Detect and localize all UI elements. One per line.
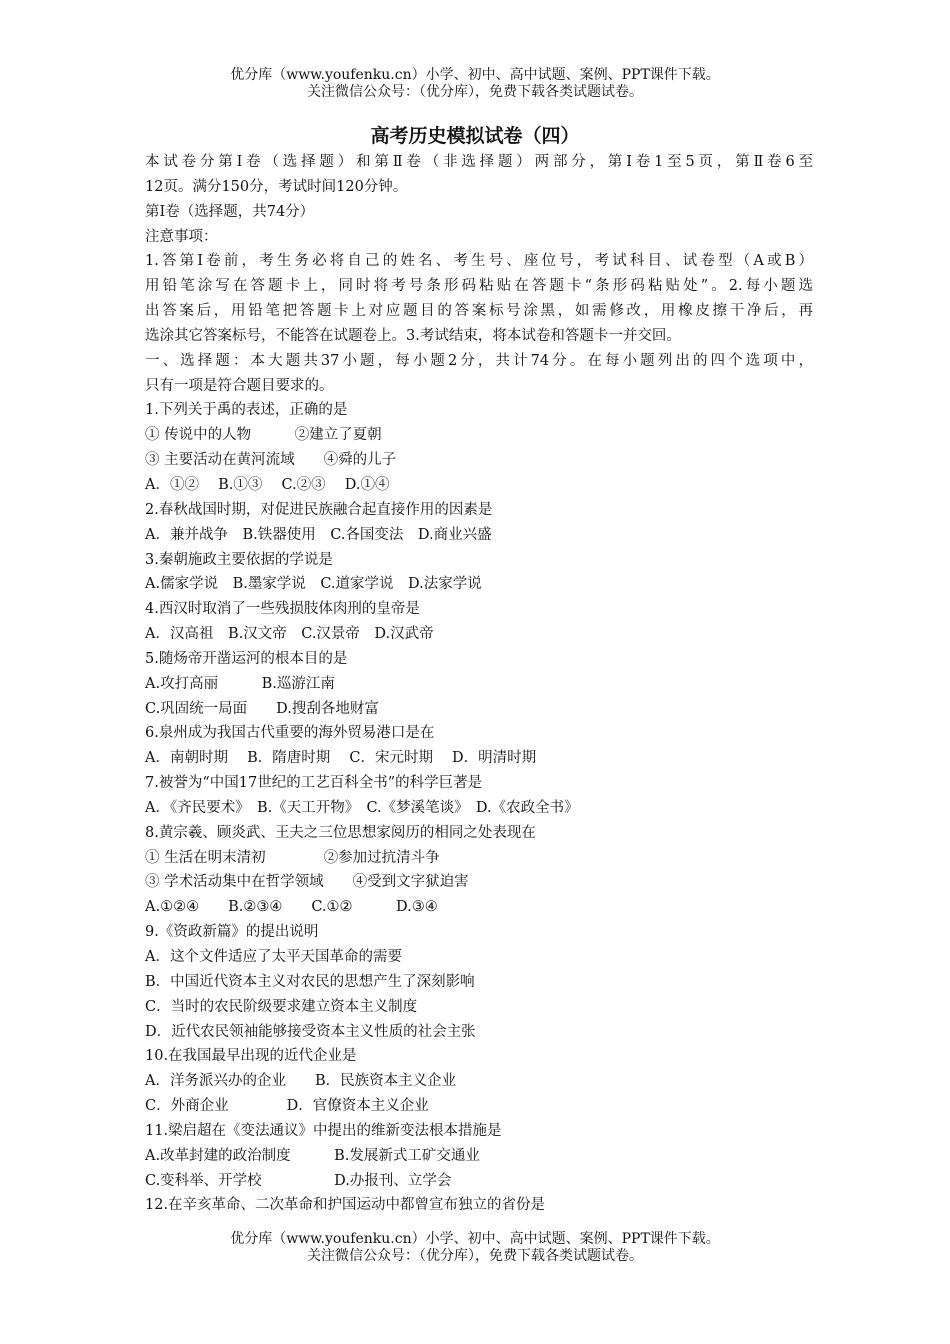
notes-line: 出答案后，用铅笔把答题卡上对应题目的答案标号涂黑，如需修改，用橡皮擦干净后，再 (145, 303, 813, 320)
answer-options: A.①②④ B.②③④ C.①② D.③④ (145, 899, 438, 916)
notes-heading: 注意事项： (145, 228, 218, 245)
notes-line: 选涂其它答案标号，不能答在试题卷上。3.考试结束，将本试卷和答题卡一并交回。 (145, 327, 681, 344)
footer-line-2: 关注微信公众号：（优分库），免费下载各类试题试卷。 (307, 1248, 643, 1264)
answer-options: A.改革封建的政治制度 B.发展新式工矿交通业 (145, 1147, 480, 1164)
question-stem: 9.《资政新篇》的提出说明 (145, 924, 319, 941)
answer-option: B．中国近代资本主义对农民的思想产生了深刻影响 (145, 973, 475, 990)
question-stem: 12.在辛亥革命、二次革命和护国运动中都曾宣布独立的省份是 (145, 1197, 546, 1214)
notes-line: 1.答第Ⅰ卷前，考生务必将自己的姓名、考生号、座位号，考试科目、试卷型（A或B） (145, 253, 813, 270)
document-title: 高考历史模拟试卷（四） (370, 125, 580, 147)
footer-line-1: 优分库（www.youfenku.cn）小学、初中、高中试题、案例、PPT课件下载。 (230, 1231, 720, 1247)
question-statement: ① 传说中的人物 ②建立了夏朝 (145, 427, 382, 444)
question-stem: 10.在我国最早出现的近代企业是 (145, 1048, 357, 1065)
answer-options: A.攻打高丽 B.巡游江南 (145, 675, 335, 692)
answer-option: C．当时的农民阶级要求建立资本主义制度 (145, 998, 418, 1015)
question-stem: 2.春秋战国时期，对促进民族融合起直接作用的因素是 (145, 501, 493, 518)
answer-options: C.变科举、开学校 D.办报刊、立学会 (145, 1172, 452, 1189)
question-stem: 4.西汉时取消了一些残损肢体肉刑的皇帝是 (145, 601, 420, 618)
question-stem: 6.泉州成为我国古代重要的海外贸易港口是在 (145, 725, 435, 742)
answer-options: A．洋务派兴办的企业 B．民族资本主义企业 (145, 1073, 457, 1090)
question-statement: ③ 主要活动在黄河流域 ④舜的儿子 (145, 452, 397, 469)
question-stem: 5.随炀帝开凿运河的根本目的是 (145, 650, 348, 667)
question-stem: 1.下列关于禹的表述，正确的是 (145, 402, 348, 419)
answer-options: A．汉高祖 B.汉文帝 C.汉景帝 D.汉武帝 (145, 626, 434, 643)
question-statement: ③ 学术活动集中在哲学领域 ④受到文字狱迫害 (145, 874, 469, 891)
notes-line: 用铅笔涂写在答题卡上，同时将考号条形码粘贴在答题卡“条形码粘贴处”。2.每小题选 (145, 278, 813, 295)
answer-option: D．近代农民领袖能够接受资本主义性质的社会主张 (145, 1023, 476, 1040)
answer-options: C.巩固统一局面 D.搜刮各地财富 (145, 700, 379, 717)
answer-options: A．南朝时期 B．隋唐时期 C．宋元时期 D．明清时期 (145, 750, 537, 767)
section-heading: 第Ⅰ卷（选择题，共74分） (145, 203, 315, 220)
question-stem: 3.秦朝施政主要依据的学说是 (145, 551, 333, 568)
answer-options: A.儒家学说 B.墨家学说 C.道家学说 D.法家学说 (145, 576, 482, 593)
page-header (0, 67, 950, 101)
page-footer (0, 1231, 950, 1265)
header-line-1: 优分库（www.youfenku.cn）小学、初中、高中试题、案例、PPT课件下载。 (230, 67, 720, 83)
header-line-2: 关注微信公众号：（优分库），免费下载各类试题试卷。 (307, 84, 643, 100)
intro-line: 12页。满分150分，考试时间120分钟。 (145, 178, 408, 195)
question-stem: 11.梁启超在《变法通议》中提出的维新变法根本措施是 (145, 1122, 502, 1139)
answer-options: C．外商企业 D．官僚资本主义企业 (145, 1098, 429, 1115)
answer-options: A．兼并战争 B.铁器使用 C.各国变法 D.商业兴盛 (145, 526, 492, 543)
question-stem: 8.黄宗羲、顾炎武、王夫之三位思想家阅历的相同之处表现在 (145, 824, 536, 841)
document-body (145, 150, 813, 1218)
question-statement: ① 生活在明末清初 ②参加过抗清斗争 (145, 849, 440, 866)
intro-line: 本试卷分第Ⅰ卷（选择题）和第Ⅱ卷（非选择题）两部分，第Ⅰ卷1至5页，第Ⅱ卷6至 (145, 154, 813, 170)
answer-options: A．《齐民要术》 B.《天工开物》 C.《梦溪笔谈》 D.《农政全书》 (145, 799, 579, 816)
answer-option: A．这个文件适应了太平天国革命的需要 (145, 949, 402, 965)
answer-options: A．①② B.①③ C.②③ D.①④ (145, 476, 390, 493)
part-instructions: 只有一项是符合题目要求的。 (145, 377, 334, 394)
question-stem: 7.被誉为“中国17世纪的工艺百科全书”的科学巨著是 (145, 775, 483, 792)
part-instructions: 一、选择题：本大题共37小题，每小题2分，共计74分。在每小题列出的四个选项中， (145, 352, 813, 369)
